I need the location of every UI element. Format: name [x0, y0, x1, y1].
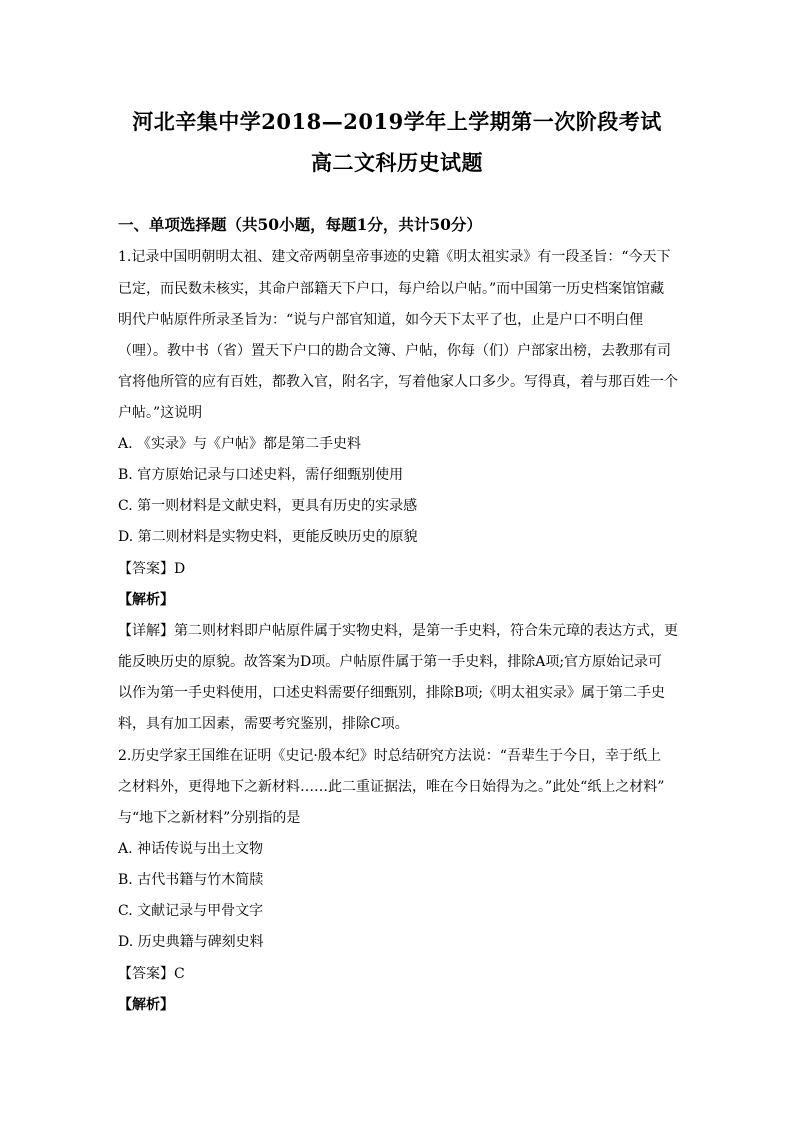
q1-option-d: D. 第二则材料是实物史料，更能反映历史的原貌 — [118, 529, 418, 545]
q1-text-line: 明代户帖原件所录圣旨为：“说与户部官知道，如今天下太平了也，止是户口不明白俚 — [118, 312, 644, 328]
q1-option-a: A. 《实录》与《户帖》都是第二手史料 — [118, 436, 362, 452]
q1-text-line: 户帖。”这说明 — [118, 405, 203, 421]
q1-option-b: B. 官方原始记录与口述史料，需仔细甄别使用 — [118, 467, 404, 483]
q2-option-b: B. 古代书籍与竹木简牍 — [118, 872, 264, 888]
q1-analysis-label: 【解析】 — [118, 592, 174, 608]
q2-option-c: C. 文献记录与甲骨文字 — [118, 903, 264, 919]
q2-answer: 【答案】C — [118, 966, 185, 982]
document-title: 河北辛集中学2018—2019学年上学期第一次阶段考试 — [132, 109, 662, 134]
q1-answer: 【答案】D — [118, 561, 186, 577]
q1-explanation-line: 以作为第一手史料使用，口述史料需要仔细甄别，排除B项;《明太祖实录》属于第二手史 — [118, 685, 666, 701]
q2-text-line: 与“地下之新材料”分别指的是 — [118, 810, 301, 826]
q2-option-d: D. 历史典籍与碑刻史料 — [118, 934, 264, 950]
q1-explanation-line: 料，具有加工因素，需要考究鉴别，排除C项。 — [118, 716, 409, 732]
q2-option-a: A. 神话传说与出土文物 — [118, 841, 264, 857]
section-heading: 一、单项选择题（共50小题，每题1分，共计50分） — [118, 215, 482, 234]
q1-text-line: 1.记录中国明朝明太祖、建文帝两朝皇帝事迹的史籍《明太祖实录》有一段圣旨：“今天下 — [118, 249, 671, 265]
q1-text-line: 已定，而民数未核实，其命户部籍天下户口，每户给以户帖。”而中国第一历史档案馆馆藏 — [118, 281, 665, 297]
q1-explanation-line: 【详解】第二则材料即户帖原件属于实物史料，是第一手史料，符合朱元璋的表达方式，更 — [118, 623, 678, 639]
q1-text-line: （哩）。教中书（省）置天下户口的勘合文簿、户帖，你每（们）户部家出榜，去教那有司 — [118, 343, 671, 359]
q1-text-line: 官将他所管的应有百姓，都教入官，附名字，写着他家人口多少。写得真，着与那百姓一个 — [118, 374, 678, 390]
q1-explanation-line: 能反映历史的原貌。故答案为D项。户帖原件属于第一手史料，排除A项;官方原始记录可 — [118, 654, 663, 670]
q2-text-line: 之材料外，更得地下之新材料……此二重证据法，唯在今日始得为之。”此处“纸上之材料” — [118, 779, 665, 795]
document-subtitle: 高二文科历史试题 — [311, 150, 483, 175]
q2-analysis-label: 【解析】 — [118, 997, 174, 1013]
q1-option-c: C. 第一则材料是文献史料，更具有历史的实录感 — [118, 498, 418, 514]
q2-text-line: 2.历史学家王国维在证明《史记·殷本纪》时总结研究方法说：“吾辈生于今日，幸于纸上 — [118, 748, 661, 764]
